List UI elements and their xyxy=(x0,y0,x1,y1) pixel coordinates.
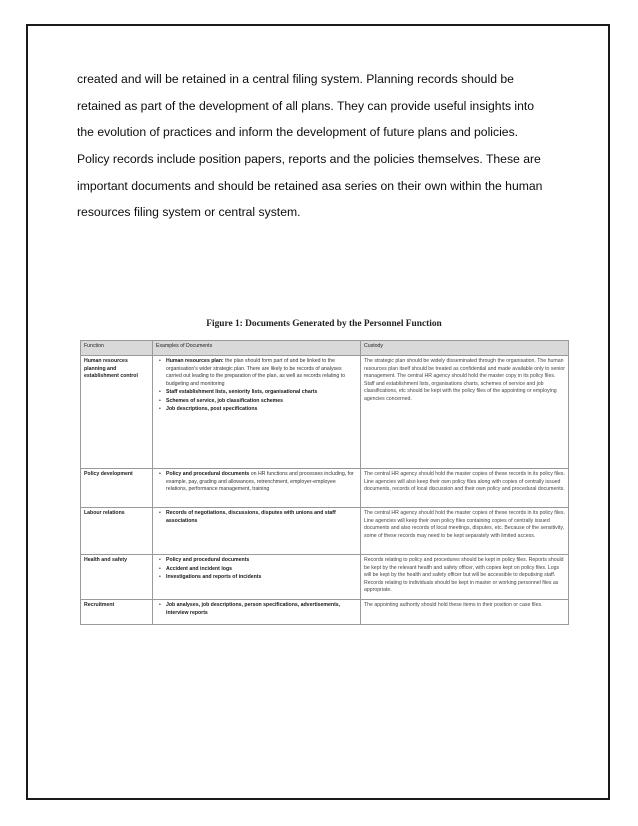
custody-cell: The strategic plan should be widely disseminated through the organisation. The human resources plan itself should be treated as confidential and made available only to senior management. The central HR agency should hold the master copy in its policy files. Staff and establishment lists, organisations charts, schemes of service and job classifications, etc should be kept with the policy files of the appointing or employing agencies concerned. xyxy=(361,356,569,469)
header-examples: Examples of Documents xyxy=(153,341,361,356)
example-item xyxy=(166,574,357,582)
example-item xyxy=(166,471,357,494)
examples-cell xyxy=(153,555,361,600)
custody-cell: The appointing authority should hold these items in their position or case files. xyxy=(361,600,569,625)
example-term: Human resources plan: xyxy=(166,358,224,364)
function-cell: Human resources planning and establishment control xyxy=(81,356,153,469)
examples-cell xyxy=(153,356,361,469)
text-line: the evolution of practices and inform the development of future plans and policies. xyxy=(77,125,519,139)
function-cell: Health and safety xyxy=(81,555,153,600)
table-row xyxy=(81,469,569,508)
custody-cell: Records relating to policy and procedures should be kept in policy files. Reports should be kept by the relevant health and safety officer, with copies kept on policy files. Logs will be kept by the health and safety officer but will be accessible to deputising staff. Records relating to individuals should be kept in master or working personnel files as appropriate. xyxy=(361,555,569,600)
examples-cell xyxy=(153,469,361,508)
table-row xyxy=(81,600,569,625)
custody-cell: The central HR agency should hold the master copies of these records in its policy files. Line agencies will keep their own policy files containing copies of centrally issued documents and also records of local meetings, disputes, etc. Because of the sensitivity, some of these records may need to be kept separately with limited access. xyxy=(361,508,569,555)
table-row xyxy=(81,555,569,600)
function-cell: Labour relations xyxy=(81,508,153,555)
table-row xyxy=(81,508,569,555)
text-line: resources filing system or central system. xyxy=(77,205,301,219)
text-line: Policy records include position papers, reports and the policies themselves. These are xyxy=(77,152,541,166)
example-term: Investigations and reports of incidents xyxy=(166,574,262,580)
example-item xyxy=(166,389,357,397)
table-header-row xyxy=(81,341,569,356)
example-item xyxy=(166,602,357,617)
header-custody: Custody xyxy=(361,341,569,356)
text-line: retained as part of the development of all plans. They can provide useful insights into xyxy=(77,98,535,113)
header-function: Function xyxy=(81,341,153,356)
example-term: Accident and incident logs xyxy=(166,565,233,572)
example-text: on HR functions and processes including, for example, pay, grading and allowances, retrenchment, employer-employee relations, performance management, training xyxy=(166,471,354,492)
example-term: Job descriptions, post specifications xyxy=(166,406,258,412)
example-term: Schemes of service, job classification schemes xyxy=(166,397,284,404)
text-line: created and will be retained in a central filing system. Planning records should be xyxy=(77,72,514,86)
documents-table xyxy=(80,340,569,625)
example-item xyxy=(166,406,357,414)
figure-caption: Figure 1: Documents Generated by the Personnel Function xyxy=(206,319,442,329)
table-row xyxy=(81,356,569,469)
example-term: Job analyses, job descriptions, person specifications, advertisements, interview reports xyxy=(166,602,341,616)
custody-cell: The central HR agency should hold the master copies of these records in its policy files. Line agencies will also keep their own policy files along with copies of centrally issued documents, records of local discussion and their own policy and procedural documents. xyxy=(361,469,569,508)
paragraph-planning-records xyxy=(77,66,557,146)
example-item xyxy=(166,510,357,525)
paragraph-policy-records xyxy=(77,146,557,226)
example-item xyxy=(166,398,357,406)
example-term: Policy and procedural documents xyxy=(166,471,250,477)
example-term: Staff establishment lists, seniority lists, organisational charts xyxy=(166,389,318,395)
example-item xyxy=(166,557,357,565)
examples-cell xyxy=(153,600,361,625)
example-text: the plan should form part of and be linked to the organisation's wider strategic plan. There are likely to be records of analyses carried out leading to the preparation of the plan, as well as records relating to budgeting and monitoring xyxy=(166,358,346,387)
text-line: important documents and should be retained asa series on their own within the human xyxy=(77,178,543,193)
example-term: Policy and procedural documents xyxy=(166,557,250,563)
function-cell: Policy development xyxy=(81,469,153,508)
examples-cell xyxy=(153,508,361,555)
example-item xyxy=(166,566,357,574)
example-term: Records of negotiations, discussions, disputes with unions and staff associations xyxy=(166,510,336,524)
function-cell: Recruitment xyxy=(81,600,153,625)
example-item xyxy=(166,358,357,388)
